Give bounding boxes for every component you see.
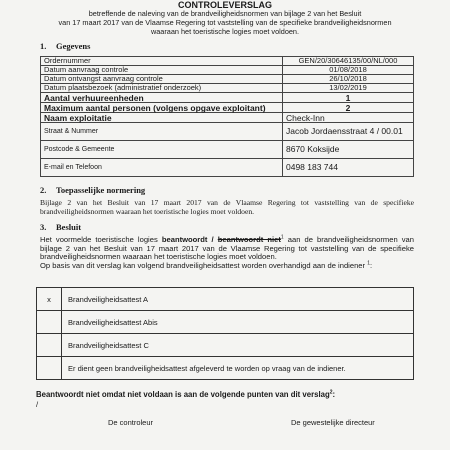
option-checkbox[interactable] <box>37 357 62 380</box>
row-label: Datum ontvangst aanvraag controle <box>41 75 283 84</box>
option-label: Brandveiligheidsattest Abis <box>62 311 414 334</box>
document-subtitle <box>40 9 410 36</box>
signature-label-directeur: De gewestelijke directeur <box>291 418 375 427</box>
row-label: Maximum aantal personen (volgens opgave exploitant) <box>41 103 283 113</box>
section-heading-gegevens <box>40 41 90 51</box>
text-segment: Beantwoordt niet omdat niet voldaan is aan de volgende punten van dit verslag <box>36 390 330 399</box>
attest-option-row <box>37 288 414 311</box>
table-row <box>41 103 414 113</box>
row-value: 2 <box>282 103 413 113</box>
section-number: 2. <box>40 185 47 195</box>
subtitle-line: van 17 maart 2017 van de Vlaamse Regering tot vaststelling van de specifieke brandveiligheidsnormen <box>58 18 392 27</box>
row-value: 8670 Koksijde <box>282 141 413 159</box>
text-segment: : <box>332 390 336 399</box>
attest-option-row <box>37 334 414 357</box>
footnote-marker: 2 <box>329 389 333 396</box>
table-row <box>41 123 414 141</box>
text-line <box>40 259 414 271</box>
table-row <box>41 93 414 103</box>
row-value: 0498 183 744 <box>282 159 413 177</box>
row-label: Postcode & Gemeente <box>41 141 283 159</box>
row-label: Aantal verhuureenheden <box>41 93 283 103</box>
text-line: bijlage 2 van het Besluit van 17 maart 2017 van de Vlaamse Regering tot vaststelling van de specifieke <box>40 243 414 253</box>
text-line: brandveiligheidsnormen waaraan het toeristische logies moet voldoen. <box>40 252 277 261</box>
attest-option-row <box>37 311 414 334</box>
section-heading-normering <box>40 185 145 195</box>
followup-text <box>36 391 416 400</box>
followup-value: / <box>36 400 39 409</box>
besluit-text <box>40 236 414 270</box>
row-value: 26/10/2018 <box>282 75 413 84</box>
section-number: 3. <box>40 222 47 232</box>
table-row <box>41 84 414 93</box>
row-value: 1 <box>282 93 413 103</box>
row-label: Naam exploitatie <box>41 113 283 123</box>
section-heading-besluit <box>40 222 81 232</box>
row-value: 01/08/2018 <box>282 66 413 75</box>
option-label: Brandveiligheidsattest C <box>62 334 414 357</box>
subtitle-line: waaraan het toeristische logies moet voldoen. <box>150 27 300 36</box>
row-value: 13/02/2019 <box>282 84 413 93</box>
row-value: Jacob Jordaensstraat 4 / 00.01 <box>282 123 413 141</box>
text-line: brandveiligheidsnormen waaraan het toeristische logies moet voldoen. <box>40 206 255 216</box>
option-checkbox[interactable] <box>37 334 62 357</box>
table-row <box>41 113 414 123</box>
row-label: Ordernummer <box>41 57 283 66</box>
text-segment: Op basis van dit verslag kan volgend brandveiligheidsattest worden overhandigd aan de indiener <box>40 260 366 270</box>
row-label: Datum plaatsbezoek (administratief onderzoek) <box>41 84 283 93</box>
gegevens-table <box>40 56 414 177</box>
text-line: Bijlage 2 van het Besluit van 17 maart 2017 van de Vlaamse Regering tot vaststelling van de specifieke <box>40 198 414 207</box>
text-segment: aan de brandveiligheidsnormen van <box>287 235 415 244</box>
option-checkbox[interactable]: x <box>37 288 62 311</box>
attest-option-row <box>37 357 414 380</box>
row-value: Check-Inn <box>282 113 413 123</box>
text-segment: Het voormelde toeristische logies <box>40 235 158 244</box>
table-row <box>41 141 414 159</box>
table-row <box>41 159 414 177</box>
attest-options-table <box>36 287 414 380</box>
row-label: Datum aanvraag controle <box>41 66 283 75</box>
option-label: Brandveiligheidsattest A <box>62 288 414 311</box>
option-checkbox[interactable] <box>37 311 62 334</box>
option-label: Er dient geen brandveiligheidsattest afgeleverd te worden op vraag van de indiener. <box>62 357 414 380</box>
signature-label-controleur: De controleur <box>108 418 154 427</box>
section-title: Besluit <box>56 222 82 232</box>
section-title: Toepasselijke normering <box>56 185 146 195</box>
row-label: E-mail en Telefoon <box>41 159 283 177</box>
choice-no-struck: beantwoordt niet <box>217 235 281 244</box>
normering-text <box>40 199 414 216</box>
row-label: Straat & Nummer <box>41 123 283 141</box>
section-number: 1. <box>40 41 47 51</box>
footnote-marker: 1 <box>280 234 284 241</box>
text-segment: : <box>369 260 373 270</box>
section-title: Gegevens <box>56 41 91 51</box>
document-title: CONTROLEVERSLAG <box>177 0 272 10</box>
subtitle-line: betreffende de naleving van de brandveiligheidsnormen van bijlage 2 van het Besluit <box>88 9 362 18</box>
footnote-marker: 1 <box>367 259 370 266</box>
choice-yes: beantwoordt / <box>161 235 214 244</box>
row-value: GEN/20/30646135/00/NL/000 <box>282 57 413 66</box>
